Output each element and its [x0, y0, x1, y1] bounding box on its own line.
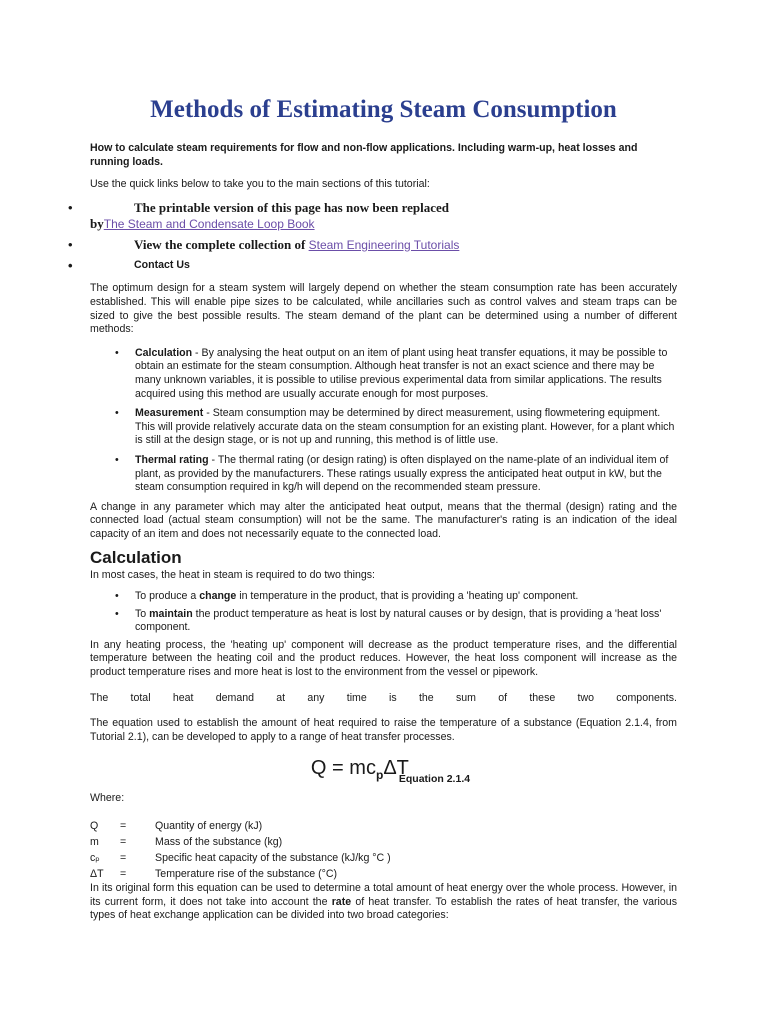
paragraph-equation-intro: The equation used to establish the amount of heat required to raise the temperature of a substance (Equation 2.1.4, from Tutorial 2.1), can be developed to apply to a range of heat transfer processes. — [90, 717, 677, 743]
section-heading-calculation: Calculation — [90, 548, 182, 568]
para-text: of heat transfer. To establish the rates of heat transfer, the various types of heat exchange application can be divided into two broad categories: — [90, 895, 677, 922]
var-desc: Specific heat capacity of the substance (kJ/kg °C ) — [155, 852, 391, 864]
steam-tutorials-link[interactable]: Steam Engineering Tutorials — [308, 237, 460, 252]
var-equals: = — [120, 836, 127, 848]
bullet-icon: • — [68, 236, 73, 252]
list-item — [135, 608, 677, 635]
quick-link-printable — [68, 199, 677, 232]
task-text: To produce a — [135, 590, 200, 603]
var-equals: = — [120, 852, 127, 864]
task-text: the product temperature as heat is lost by natural causes or by design, that is providing a 'heat loss' component. — [135, 607, 662, 634]
var-desc: Mass of the substance (kg) — [155, 836, 283, 848]
method-text: - Steam consumption may be determined by direct measurement, using flowmetering equipment. This will provide relatively accurate data on the steam consumption for an existing plant. However, for a plant which is still at the design stage, or is not up and running, this method is of little use. — [135, 407, 675, 447]
method-text: - By analysing the heat output on an item of plant using heat transfer equations, it may be possible to obtain an estimate for the steam consumption. Although heat transfer is not an exact science and there may be many unknown variables, it is possible to utilise previous experimental data from similar applications. The results acquired using this method are usually accurate enough for most purposes. — [135, 346, 668, 400]
where-label: Where: — [90, 792, 125, 805]
eq-mc: mc — [349, 757, 376, 780]
task-bold: maintain — [149, 607, 193, 620]
method-term: Measurement — [135, 407, 204, 420]
bullet-icon: • — [68, 257, 73, 273]
equation-label: Equation 2.1.4 — [398, 773, 471, 786]
paragraph-design: The optimum design for a steam system will largely depend on whether the steam consumption rate has been accurately established. This will enable pipe sizes to be calculated, while ancillaries such as control valves and steam traps can be sized to give the best possible results. The steam demand of the plant can be determined using a number of different methods: — [90, 282, 677, 336]
method-text: - The thermal rating (or design rating) is often displayed on the name-plate of an individual item of plant, as provided by the manufacturers. These ratings usually express the anticipated heat output in kW, but the steam consumption required in kg/h will depend on the recommended steam pressure. — [135, 453, 669, 494]
equation-block — [90, 754, 677, 792]
word: sum — [455, 691, 476, 704]
list-item — [135, 454, 677, 495]
quicklinks-text: Use the quick links below to take you to the main sections of this tutorial: — [90, 178, 430, 191]
steam-loop-book-link[interactable]: The Steam and Condensate Loop Book — [103, 216, 315, 231]
list-item — [135, 407, 677, 448]
printable-text: The printable version of this page has now been replaced — [134, 199, 450, 215]
word: demand — [215, 691, 255, 704]
method-term: Thermal rating — [135, 453, 209, 466]
var-symbol: cₚ — [90, 852, 100, 864]
quick-link-contact[interactable] — [68, 257, 677, 273]
paragraph-heat-rate — [90, 882, 677, 923]
table-row — [90, 850, 391, 866]
quick-links-list — [68, 199, 677, 273]
tasks-list — [90, 590, 677, 635]
eq-delta: ΔT — [383, 757, 409, 780]
list-item — [135, 590, 677, 604]
table-row — [90, 866, 391, 882]
paragraph-total-demand — [90, 692, 677, 706]
eq-sign: = — [332, 757, 344, 780]
eq-lhs: Q — [310, 757, 327, 780]
table-row — [90, 818, 391, 834]
word: at — [276, 691, 286, 704]
word: heat — [172, 691, 194, 704]
printable-by: by — [90, 215, 104, 231]
contact-us-link[interactable]: Contact Us — [134, 258, 190, 271]
section-intro: In most cases, the heat in steam is required to do two things: — [90, 569, 376, 582]
var-symbol: Q — [90, 820, 99, 832]
word: any — [307, 691, 325, 704]
task-text: To — [135, 607, 150, 620]
methods-list — [90, 347, 677, 495]
word: time — [346, 691, 367, 704]
task-bold: change — [199, 590, 237, 603]
var-symbol: ΔT — [90, 868, 104, 880]
var-equals: = — [120, 868, 127, 880]
list-item — [135, 347, 677, 401]
intro-summary: How to calculate steam requirements for flow and non-flow applications. Including warm-up, heat losses and running loads. — [90, 142, 638, 168]
quick-link-collection — [68, 236, 677, 253]
para-text: In its original form this equation can be used to determine a total amount of heat energy over the whole process. However, in its current form, it does not take into account the — [90, 882, 677, 908]
var-equals: = — [120, 820, 127, 832]
page-title: Methods of Estimating Steam Consumption — [150, 96, 617, 123]
collection-text: View the complete collection of — [134, 236, 309, 252]
word: these — [529, 691, 556, 704]
task-text: in temperature in the product, that is providing a 'heating up' component. — [236, 590, 579, 603]
para-bold: rate — [331, 895, 352, 908]
equation-formula — [310, 757, 409, 783]
word: two — [577, 691, 595, 704]
paragraph-heating-process: In any heating process, the 'heating up' component will decrease as the product temperature rises, and the differential temperature between the heating coil and the product reduces. However, the heat loss component will increase as the product temperature rises and more heat is lost to the environment from the vessel or pipework. — [90, 638, 677, 679]
word: is — [389, 691, 397, 704]
var-symbol: m — [90, 836, 99, 848]
word: of — [498, 691, 508, 704]
word: The — [90, 691, 109, 704]
var-desc: Temperature rise of the substance (°C) — [155, 868, 338, 880]
paragraph-rating: A change in any parameter which may alter the anticipated heat output, means that the thermal (design) rating and the connected load (actual steam consumption) will not be the same. The manufacturer's rating is an indication of the ideal capacity of an item and does not necessarily equate to the connected load. — [90, 500, 677, 540]
table-row — [90, 834, 391, 850]
word: total — [130, 691, 151, 704]
var-desc: Quantity of energy (kJ) — [155, 820, 263, 832]
word: components. — [616, 691, 677, 704]
bullet-icon: • — [68, 199, 73, 215]
method-term: Calculation — [135, 346, 193, 359]
variables-table — [90, 818, 391, 882]
eq-sub: p — [375, 768, 384, 783]
word: the — [418, 691, 434, 704]
